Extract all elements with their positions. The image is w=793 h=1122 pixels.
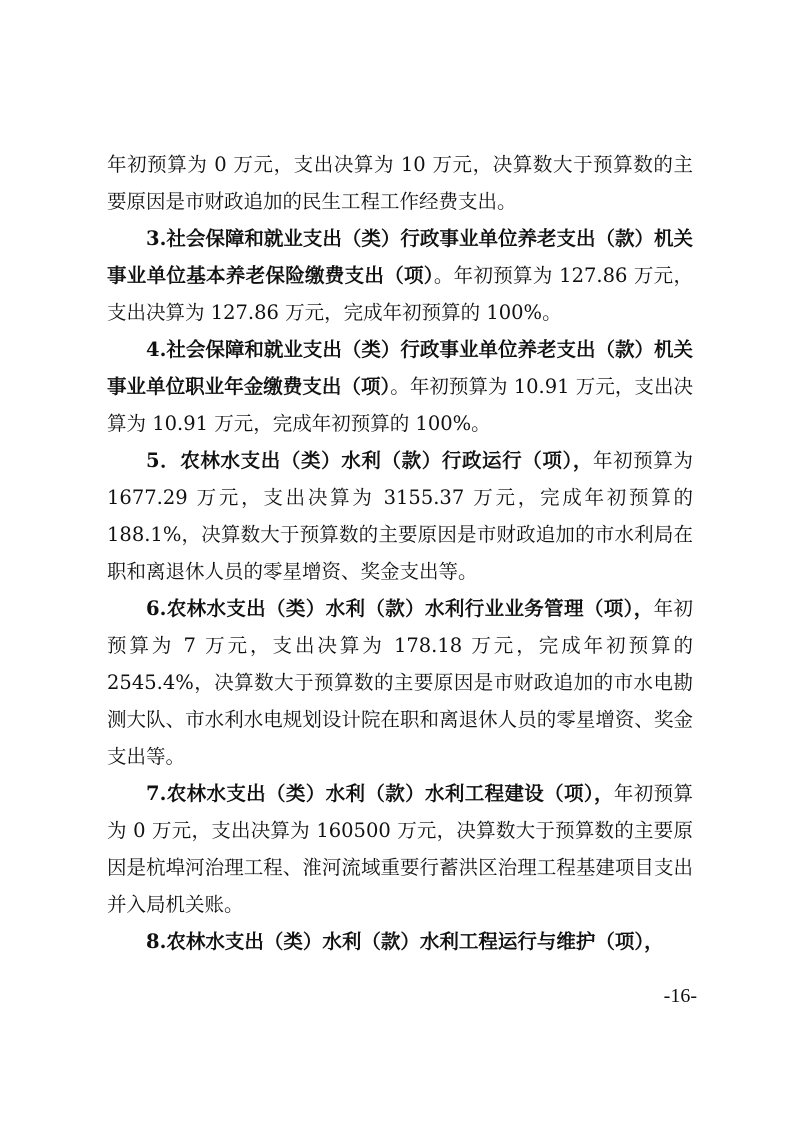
- paragraph-text: 年初预算为 1677.29 万元，支出决算为 3155.37 万元，完成年初预算的 188.1%，决算数大于预算数的主要原因是市财政追加的市水利局在职和离退休人员的零星增资、奖金支出等。: [107, 449, 693, 583]
- paragraph-heading: 5．农林水支出（类）水利（款）行政运行（项），: [146, 449, 594, 472]
- paragraph-item-4: [107, 331, 693, 442]
- paragraph-item-6: [107, 590, 693, 775]
- paragraph-heading: 3.社会保障和就业支出（类）行政事业单位养老支出（款）机关事业单位基本养老保险缴费支出（项）: [107, 227, 693, 287]
- paragraph-heading: 8.农林水支出（类）水利（款）水利工程运行与维护（项），: [146, 930, 664, 953]
- paragraph-item-8: [107, 923, 693, 960]
- paragraph-continuation: [107, 146, 693, 220]
- paragraph-item-7: [107, 775, 693, 923]
- paragraph-heading: 6.农林水支出（类）水利（款）水利行业业务管理（项），: [146, 597, 654, 620]
- paragraph-heading: 7.农林水支出（类）水利（款）水利工程建设（项），: [146, 782, 614, 805]
- paragraph-text: 年初预算为 0 万元，支出决算为 10 万元，决算数大于预算数的主要原因是市财政追加的民生工程工作经费支出。: [107, 153, 693, 213]
- paragraph-item-5: [107, 442, 693, 590]
- paragraph-text: 年初预算为 0 万元，支出决算为 160500 万元，决算数大于预算数的主要原因是杭埠河治理工程、淮河流域重要行蓄洪区治理工程基建项目支出并入局机关账。: [107, 782, 693, 916]
- paragraph-text: 。年初预算为 127.86 万元，支出决算为 127.86 万元，完成年初预算的 100%。: [107, 264, 693, 324]
- document-body: [107, 146, 693, 960]
- page-number: -16-: [663, 985, 697, 1007]
- paragraph-heading: 4.社会保障和就业支出（类）行政事业单位养老支出（款）机关事业单位职业年金缴费支出（项）: [107, 338, 693, 398]
- paragraph-text: 年初预算为 7 万元，支出决算为 178.18 万元，完成年初预算的 2545.4%，决算数大于预算数的主要原因是市财政追加的市水电勘测大队、市水利水电规划设计院在职和离退休人员的零星增资、奖金支出等。: [107, 597, 693, 768]
- paragraph-item-3: [107, 220, 693, 331]
- paragraph-text: 。年初预算为 10.91 万元，支出决算为 10.91 万元，完成年初预算的 100%。: [107, 375, 693, 435]
